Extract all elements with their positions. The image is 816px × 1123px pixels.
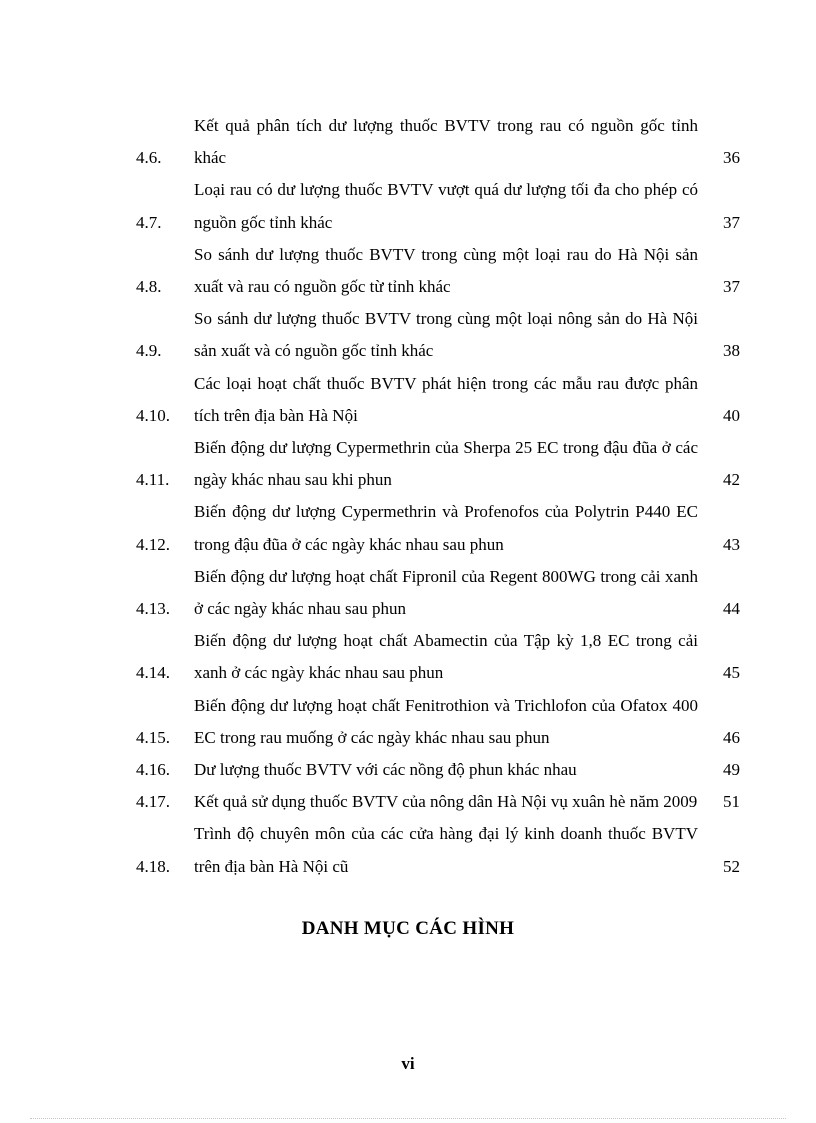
toc-entry-page: 36: [723, 148, 740, 168]
toc-entry-number: 4.15.: [136, 727, 170, 747]
toc-entry-title: So sánh dư lượng thuốc BVTV trong cùng một loại nông sản do Hà Nội sản xuất và có nguồn gốc tỉnh khác: [194, 309, 698, 361]
toc-entry-page: 51: [723, 792, 740, 812]
toc-entry-number: 4.10.: [136, 405, 170, 425]
toc-entry-number: 4.12.: [136, 534, 170, 554]
toc-entry-number: 4.7.: [136, 212, 162, 232]
toc-entry-page: 43: [723, 534, 740, 554]
toc-entry: [136, 239, 740, 303]
toc-entry: [136, 625, 740, 689]
toc-entry-number: 4.8.: [136, 277, 162, 297]
toc-entry-title: Dư lượng thuốc BVTV với các nồng độ phun khác nhau: [194, 760, 577, 780]
toc-entry: [136, 432, 740, 496]
toc-entry-number: 4.6.: [136, 148, 162, 168]
toc-entry-number: 4.18.: [136, 856, 170, 876]
toc-entry-page: 38: [723, 341, 740, 361]
toc-entry-title: Loại rau có dư lượng thuốc BVTV vượt quá dư lượng tối đa cho phép có nguồn gốc tỉnh khác: [194, 180, 698, 232]
toc-entry-page: 40: [723, 405, 740, 425]
toc-entry: [136, 754, 740, 786]
toc-entry-number: 4.9.: [136, 341, 162, 361]
toc-entry-number: 4.16.: [136, 760, 170, 780]
toc-entry-title: So sánh dư lượng thuốc BVTV trong cùng một loại rau do Hà Nội sản xuất và rau có nguồn gốc từ tỉnh khác: [194, 244, 698, 297]
toc-entry-page: 52: [723, 856, 740, 876]
toc-entry-title: Biến động dư lượng Cypermethrin của Sherpa 25 EC trong đậu đũa ở các ngày khác nhau sau khi phun: [194, 438, 698, 490]
toc-entry-page: 42: [723, 470, 740, 490]
toc-entry-title: Biến động dư lượng Cypermethrin và Profenofos của Polytrin P440 EC trong đậu đũa ở các ngày khác nhau sau phun: [194, 502, 698, 554]
toc-entry-number: 4.11.: [136, 470, 170, 490]
toc-entry-page: 46: [723, 727, 740, 747]
toc-entry: [136, 368, 740, 432]
toc-entry-number: 4.17.: [136, 792, 170, 812]
toc-entry: [136, 818, 740, 882]
toc-entry: [136, 174, 740, 238]
toc-entry-title: Các loại hoạt chất thuốc BVTV phát hiện trong các mẫu rau được phân tích trên địa bàn Hà Nội: [194, 373, 698, 425]
toc-entry-number: 4.13.: [136, 599, 170, 619]
toc-entry-page: 37: [723, 277, 740, 297]
toc-entry-title: Trình độ chuyên môn của các cửa hàng đại lý kinh doanh thuốc BVTV trên địa bàn Hà Nội cũ: [194, 824, 698, 876]
section-heading: DANH MỤC CÁC HÌNH: [301, 918, 515, 939]
toc-entry: [136, 110, 740, 174]
toc-entry-page: 44: [723, 599, 740, 619]
toc-entry-title: Biến động dư lượng hoạt chất Abamectin của Tập kỳ 1,8 EC trong cải xanh ở các ngày khác nhau sau phun: [194, 631, 698, 683]
toc-entry: [136, 690, 740, 754]
table-of-contents: [136, 110, 740, 883]
toc-entry-title: Biến động dư lượng hoạt chất Fenitrothion và Trichlofon của Ofatox 400 EC trong rau muống ở các ngày khác nhau sau phun: [194, 695, 698, 747]
toc-entry-page: 49: [723, 760, 740, 780]
toc-entry-title: Kết quả sử dụng thuốc BVTV của nông dân Hà Nội vụ xuân hè năm 2009: [194, 792, 698, 812]
toc-entry-page: 37: [723, 212, 740, 232]
toc-entry-title: Biến động dư lượng hoạt chất Fipronil của Regent 800WG trong cải xanh ở các ngày khác nhau sau phun: [194, 566, 698, 619]
toc-entry: [136, 496, 740, 560]
toc-entry-title: Kết quả phân tích dư lượng thuốc BVTV trong rau có nguồn gốc tỉnh khác: [194, 116, 698, 168]
page-number-footer: vi: [401, 1054, 415, 1073]
toc-entry: [136, 786, 740, 818]
toc-entry-number: 4.14.: [136, 663, 170, 683]
toc-entry: [136, 303, 740, 367]
toc-entry: [136, 561, 740, 625]
page-bottom-divider: [30, 1118, 786, 1119]
toc-entry-page: 45: [723, 663, 740, 683]
